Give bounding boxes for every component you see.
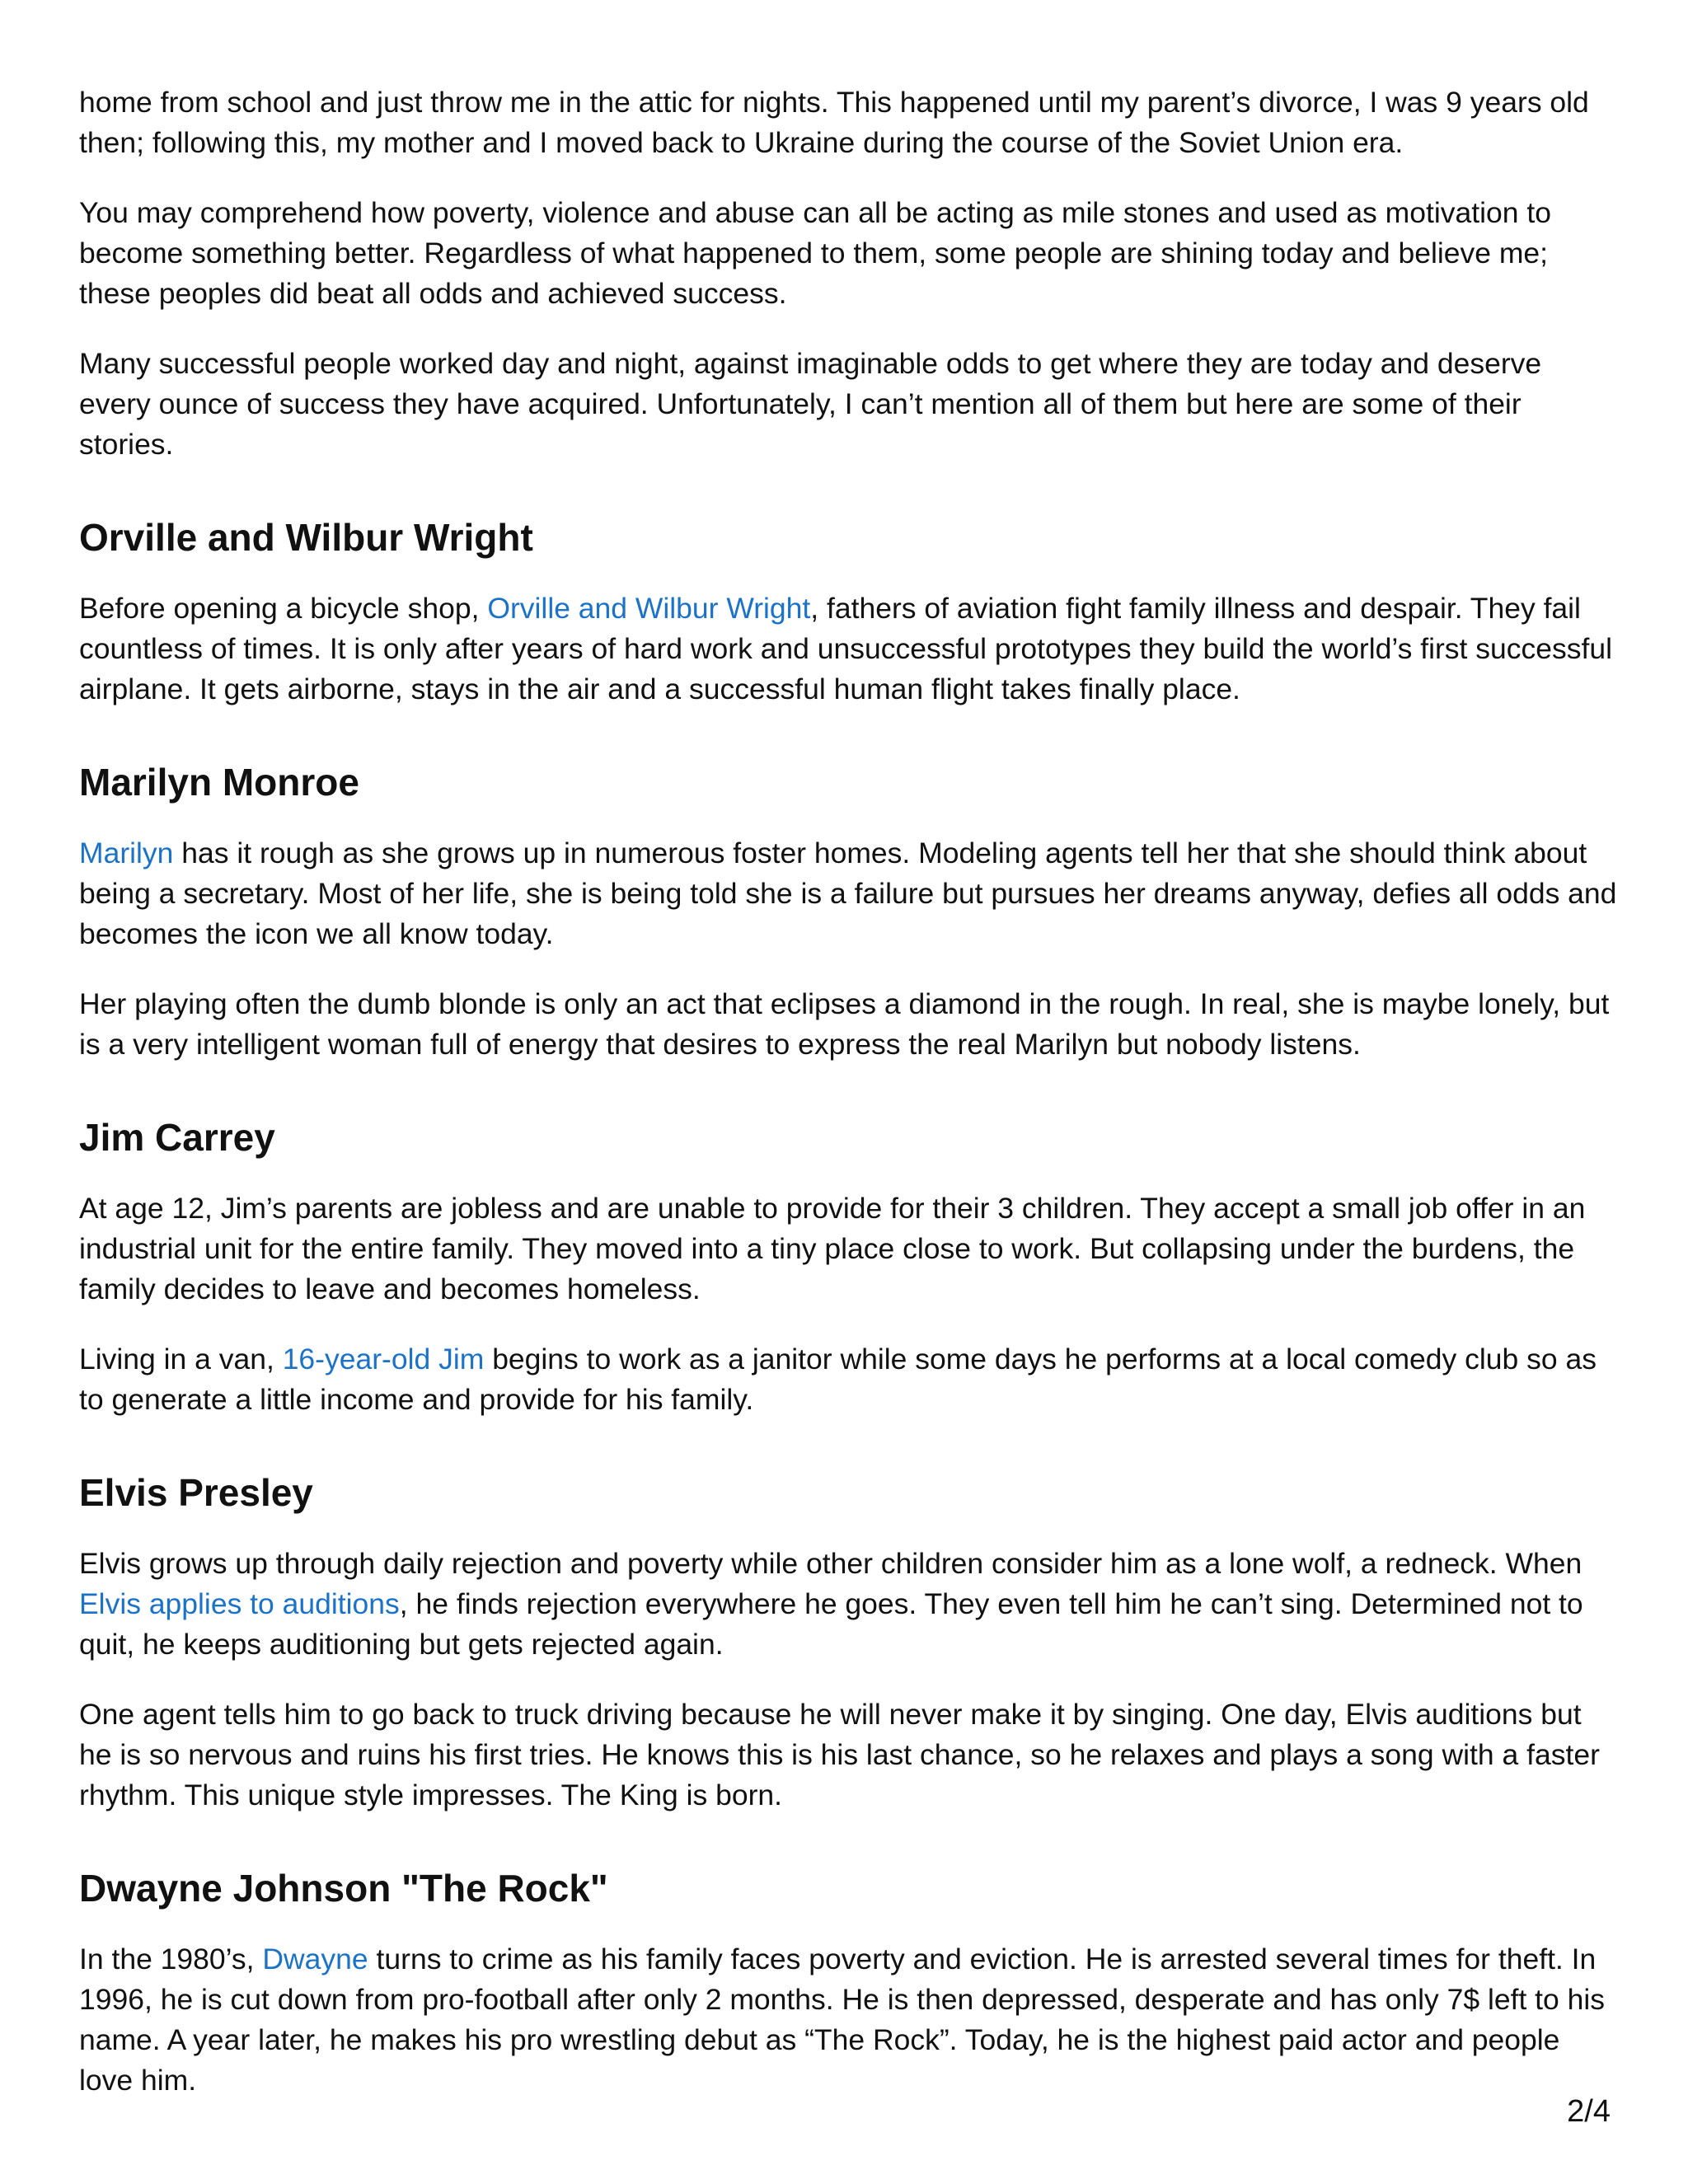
section-monroe <box>79 759 1620 1065</box>
presley-text-after-link: , he finds rejection everywhere he goes. They even tell him he can’t sing. Determined not to quit, he keeps auditioning but gets rejected again. <box>79 1587 1583 1661</box>
jim-link[interactable]: 16-year-old Jim <box>282 1343 485 1376</box>
carrey-text-before-link: Living in a van, <box>79 1343 283 1376</box>
johnson-text-before-link: In the 1980’s, <box>79 1943 263 1975</box>
presley-text-before-link: Elvis grows up through daily rejection and poverty while other children consider him as a lone wolf, a redneck. When <box>79 1547 1582 1580</box>
section-presley <box>79 1469 1620 1816</box>
marilyn-link[interactable]: Marilyn <box>79 837 174 869</box>
johnson-paragraph-1 <box>79 1939 1620 2101</box>
johnson-text-after-link: turns to crime as his family faces poverty and eviction. He is arrested several times for theft. In 1996, he is cut down from pro-football after only 2 months. He is then depressed, desperate and has only 7$ left to his name. A year later, he makes his pro wrestling debut as “The Rock”. Today, he is the highest paid actor and people love him. <box>79 1943 1606 2097</box>
section-heading-presley: Elvis Presley <box>79 1471 313 1514</box>
section-heading-monroe: Marilyn Monroe <box>79 761 359 804</box>
section-carrey <box>79 1114 1620 1420</box>
wright-link[interactable]: Orville and Wilbur Wright <box>487 592 811 625</box>
carrey-paragraph-2 <box>79 1339 1620 1420</box>
presley-paragraph-2: One agent tells him to go back to truck driving because he will never make it by singing. One day, Elvis auditions but he is so nervous and ruins his first tries. He knows this is his last chance, so he relaxes and plays a song with a faster rhythm. This unique style impresses. The King is born. <box>79 1698 1600 1811</box>
intro-paragraph-1: home from school and just throw me in the attic for nights. This happened until my parent’s divorce, I was 9 years old then; following this, my mother and I moved back to Ukraine during the course of the Soviet Union era. <box>79 86 1589 159</box>
intro-paragraph-2: You may comprehend how poverty, violence and abuse can all be acting as mile stones and used as motivation to become something better. Regardless of what happened to them, some people are shining today and believe me; these peoples did beat all odds and achieved success. <box>79 196 1551 310</box>
elvis-auditions-link[interactable]: Elvis applies to auditions <box>79 1587 400 1620</box>
wright-paragraph-1 <box>79 588 1620 710</box>
section-wright <box>79 514 1620 710</box>
section-heading-wright: Orville and Wilbur Wright <box>79 516 533 559</box>
section-johnson <box>79 1865 1620 2101</box>
dwayne-link[interactable]: Dwayne <box>262 1943 368 1975</box>
monroe-text-after-link: has it rough as she grows up in numerous foster homes. Modeling agents tell her that she should think about being a secretary. Most of her life, she is being told she is a failure but pursues her dreams anyway, defies all odds and becomes the icon we all know today. <box>79 837 1617 950</box>
presley-paragraph-1 <box>79 1544 1620 1665</box>
carrey-text-after-link: begins to work as a janitor while some days he performs at a local comedy club so as to generate a little income and provide for his family. <box>79 1343 1597 1416</box>
document-page <box>79 82 1620 2130</box>
page-number: 2/4 <box>1567 2094 1611 2129</box>
carrey-paragraph-1: At age 12, Jim’s parents are jobless and are unable to provide for their 3 children. They accept a small job offer in an industrial unit for the entire family. They moved into a tiny place close to work. But collapsing under the burdens, the family decides to leave and becomes homeless. <box>79 1192 1586 1305</box>
section-heading-johnson: Dwayne Johnson "The Rock" <box>79 1867 608 1910</box>
wright-text-before-link: Before opening a bicycle shop, <box>79 592 488 625</box>
monroe-paragraph-1 <box>79 833 1620 954</box>
wright-text-after-link: , fathers of aviation fight family illness and despair. They fail countless of times. It is only after years of hard work and unsuccessful prototypes they build the world’s first successful airplane. It gets airborne, stays in the air and a successful human flight takes finally place. <box>79 592 1613 705</box>
monroe-paragraph-2: Her playing often the dumb blonde is only an act that eclipses a diamond in the rough. In real, she is maybe lonely, but is a very intelligent woman full of energy that desires to express the real Marilyn but nobody listens. <box>79 987 1610 1061</box>
section-heading-carrey: Jim Carrey <box>79 1116 275 1159</box>
intro-paragraph-3: Many successful people worked day and night, against imaginable odds to get where they are today and deserve every ounce of success they have acquired. Unfortunately, I can’t mention all of them but here are some of their stories. <box>79 347 1542 461</box>
